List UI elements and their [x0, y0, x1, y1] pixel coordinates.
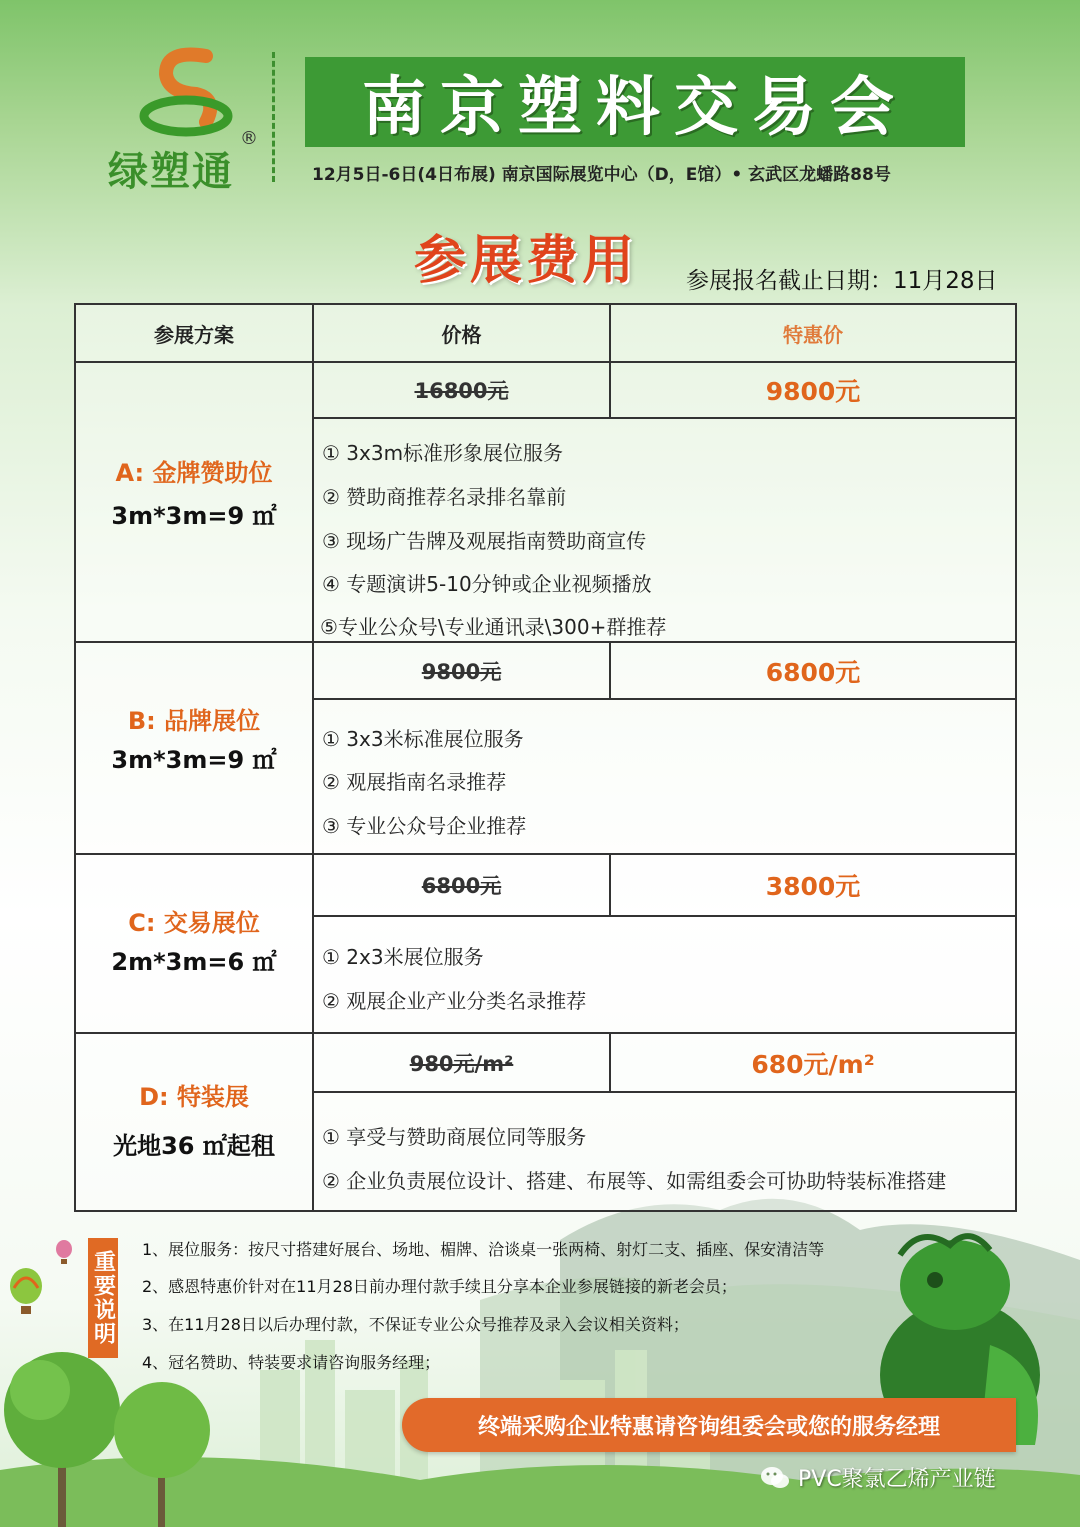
feature-item: ① 3x3m标准形象展位服务	[322, 441, 564, 465]
logo-s-icon	[136, 44, 236, 144]
feature-item: ① 3x3米标准展位服务	[322, 727, 524, 751]
feature-item: ③ 专业公众号企业推荐	[322, 814, 527, 838]
deadline-text: 参展报名截止日期：11月28日	[686, 268, 998, 294]
plan-name: D: 特装展	[139, 1083, 249, 1111]
fee-table	[74, 303, 1017, 1212]
note-item: 1、展位服务：按尺寸搭建好展台、场地、楣牌、洽谈桌一张两椅、射灯二支、插座、保安清洁等	[142, 1240, 825, 1259]
header-special-price: 特惠价	[783, 322, 843, 347]
plan-name: B: 品牌展位	[127, 707, 261, 735]
header-price: 价格	[441, 322, 482, 347]
special-price: 3800元	[765, 872, 861, 901]
header-plan: 参展方案	[154, 322, 234, 347]
table-divider	[314, 417, 1015, 419]
note-item: 3、在11月28日以后办理付款，不保证专业公众号推荐及录入会议相关资料；	[142, 1315, 689, 1334]
note-item: 2、感恩特惠价针对在11月28日前办理付款手续且分享本企业参展链接的新老会员；	[142, 1277, 737, 1296]
hot-air-balloon-icon	[6, 1268, 46, 1318]
header-divider	[272, 52, 275, 182]
feature-item: ② 赞助商推荐名录排名靠前	[322, 485, 567, 509]
plan-b	[76, 701, 312, 775]
plan-name: C: 交易展位	[128, 909, 260, 937]
event-info: 12月5日-6日(4日布展) 南京国际展览中心（D，E馆）• 玄武区龙蟠路88号	[312, 165, 891, 185]
important-notes-badge: 重要说明	[88, 1238, 118, 1358]
original-price: 980元/m²	[409, 1051, 514, 1076]
plan-size: 光地36 ㎡起租	[113, 1132, 275, 1160]
plan-size: 2m*3m=6 ㎡	[111, 948, 277, 976]
feature-item: ② 企业负责展位设计、搭建、布展等、如需组委会可协助特装标准搭建	[322, 1169, 947, 1193]
feature-item: ① 享受与赞助商展位同等服务	[322, 1125, 587, 1149]
logo-text: 绿塑通	[108, 149, 234, 195]
note-item: 4、冠名赞助、特装要求请咨询服务经理；	[142, 1353, 441, 1372]
special-price: 6800元	[765, 657, 861, 687]
table-divider	[314, 915, 1015, 917]
wechat-icon	[760, 1465, 790, 1491]
contact-banner: 终端采购企业特惠请咨询组委会或您的服务经理	[402, 1398, 1016, 1452]
feature-item: ② 观展企业产业分类名录推荐	[322, 989, 587, 1013]
feature-item: ⑤专业公众号\专业通讯录\300+群推荐	[320, 615, 667, 639]
plan-c	[76, 903, 312, 977]
page-title: 南京塑料交易会	[362, 71, 908, 145]
plan-d	[76, 1077, 312, 1161]
plan-name: A: 金牌赞助位	[115, 459, 273, 487]
small-balloon-icon	[54, 1240, 74, 1266]
feature-item: ① 2x3米展位服务	[322, 945, 484, 969]
feature-item: ② 观展指南名录推荐	[322, 770, 507, 794]
original-price: 9800元	[421, 659, 502, 684]
feature-item: ③ 现场广告牌及观展指南赞助商宣传	[322, 529, 647, 553]
plan-size: 3m*3m=9 ㎡	[111, 746, 277, 774]
table-divider	[314, 1091, 1015, 1093]
section-title: 参展费用	[414, 231, 639, 291]
logo	[108, 44, 268, 195]
registered-mark: ®	[240, 128, 258, 149]
special-price: 9800元	[765, 377, 861, 406]
original-price: 6800元	[421, 874, 502, 898]
watermark-text: PVC聚氯乙烯产业链	[798, 1467, 996, 1492]
plan-a	[76, 453, 312, 531]
original-price: 16800元	[414, 379, 509, 403]
wechat-watermark	[760, 1462, 996, 1493]
table-divider	[314, 698, 1015, 700]
special-price: 680元/m²	[751, 1049, 875, 1079]
plan-size: 3m*3m=9 ㎡	[111, 502, 277, 530]
title-banner	[305, 57, 965, 147]
feature-item: ④ 专题演讲5-10分钟或企业视频播放	[322, 572, 652, 596]
